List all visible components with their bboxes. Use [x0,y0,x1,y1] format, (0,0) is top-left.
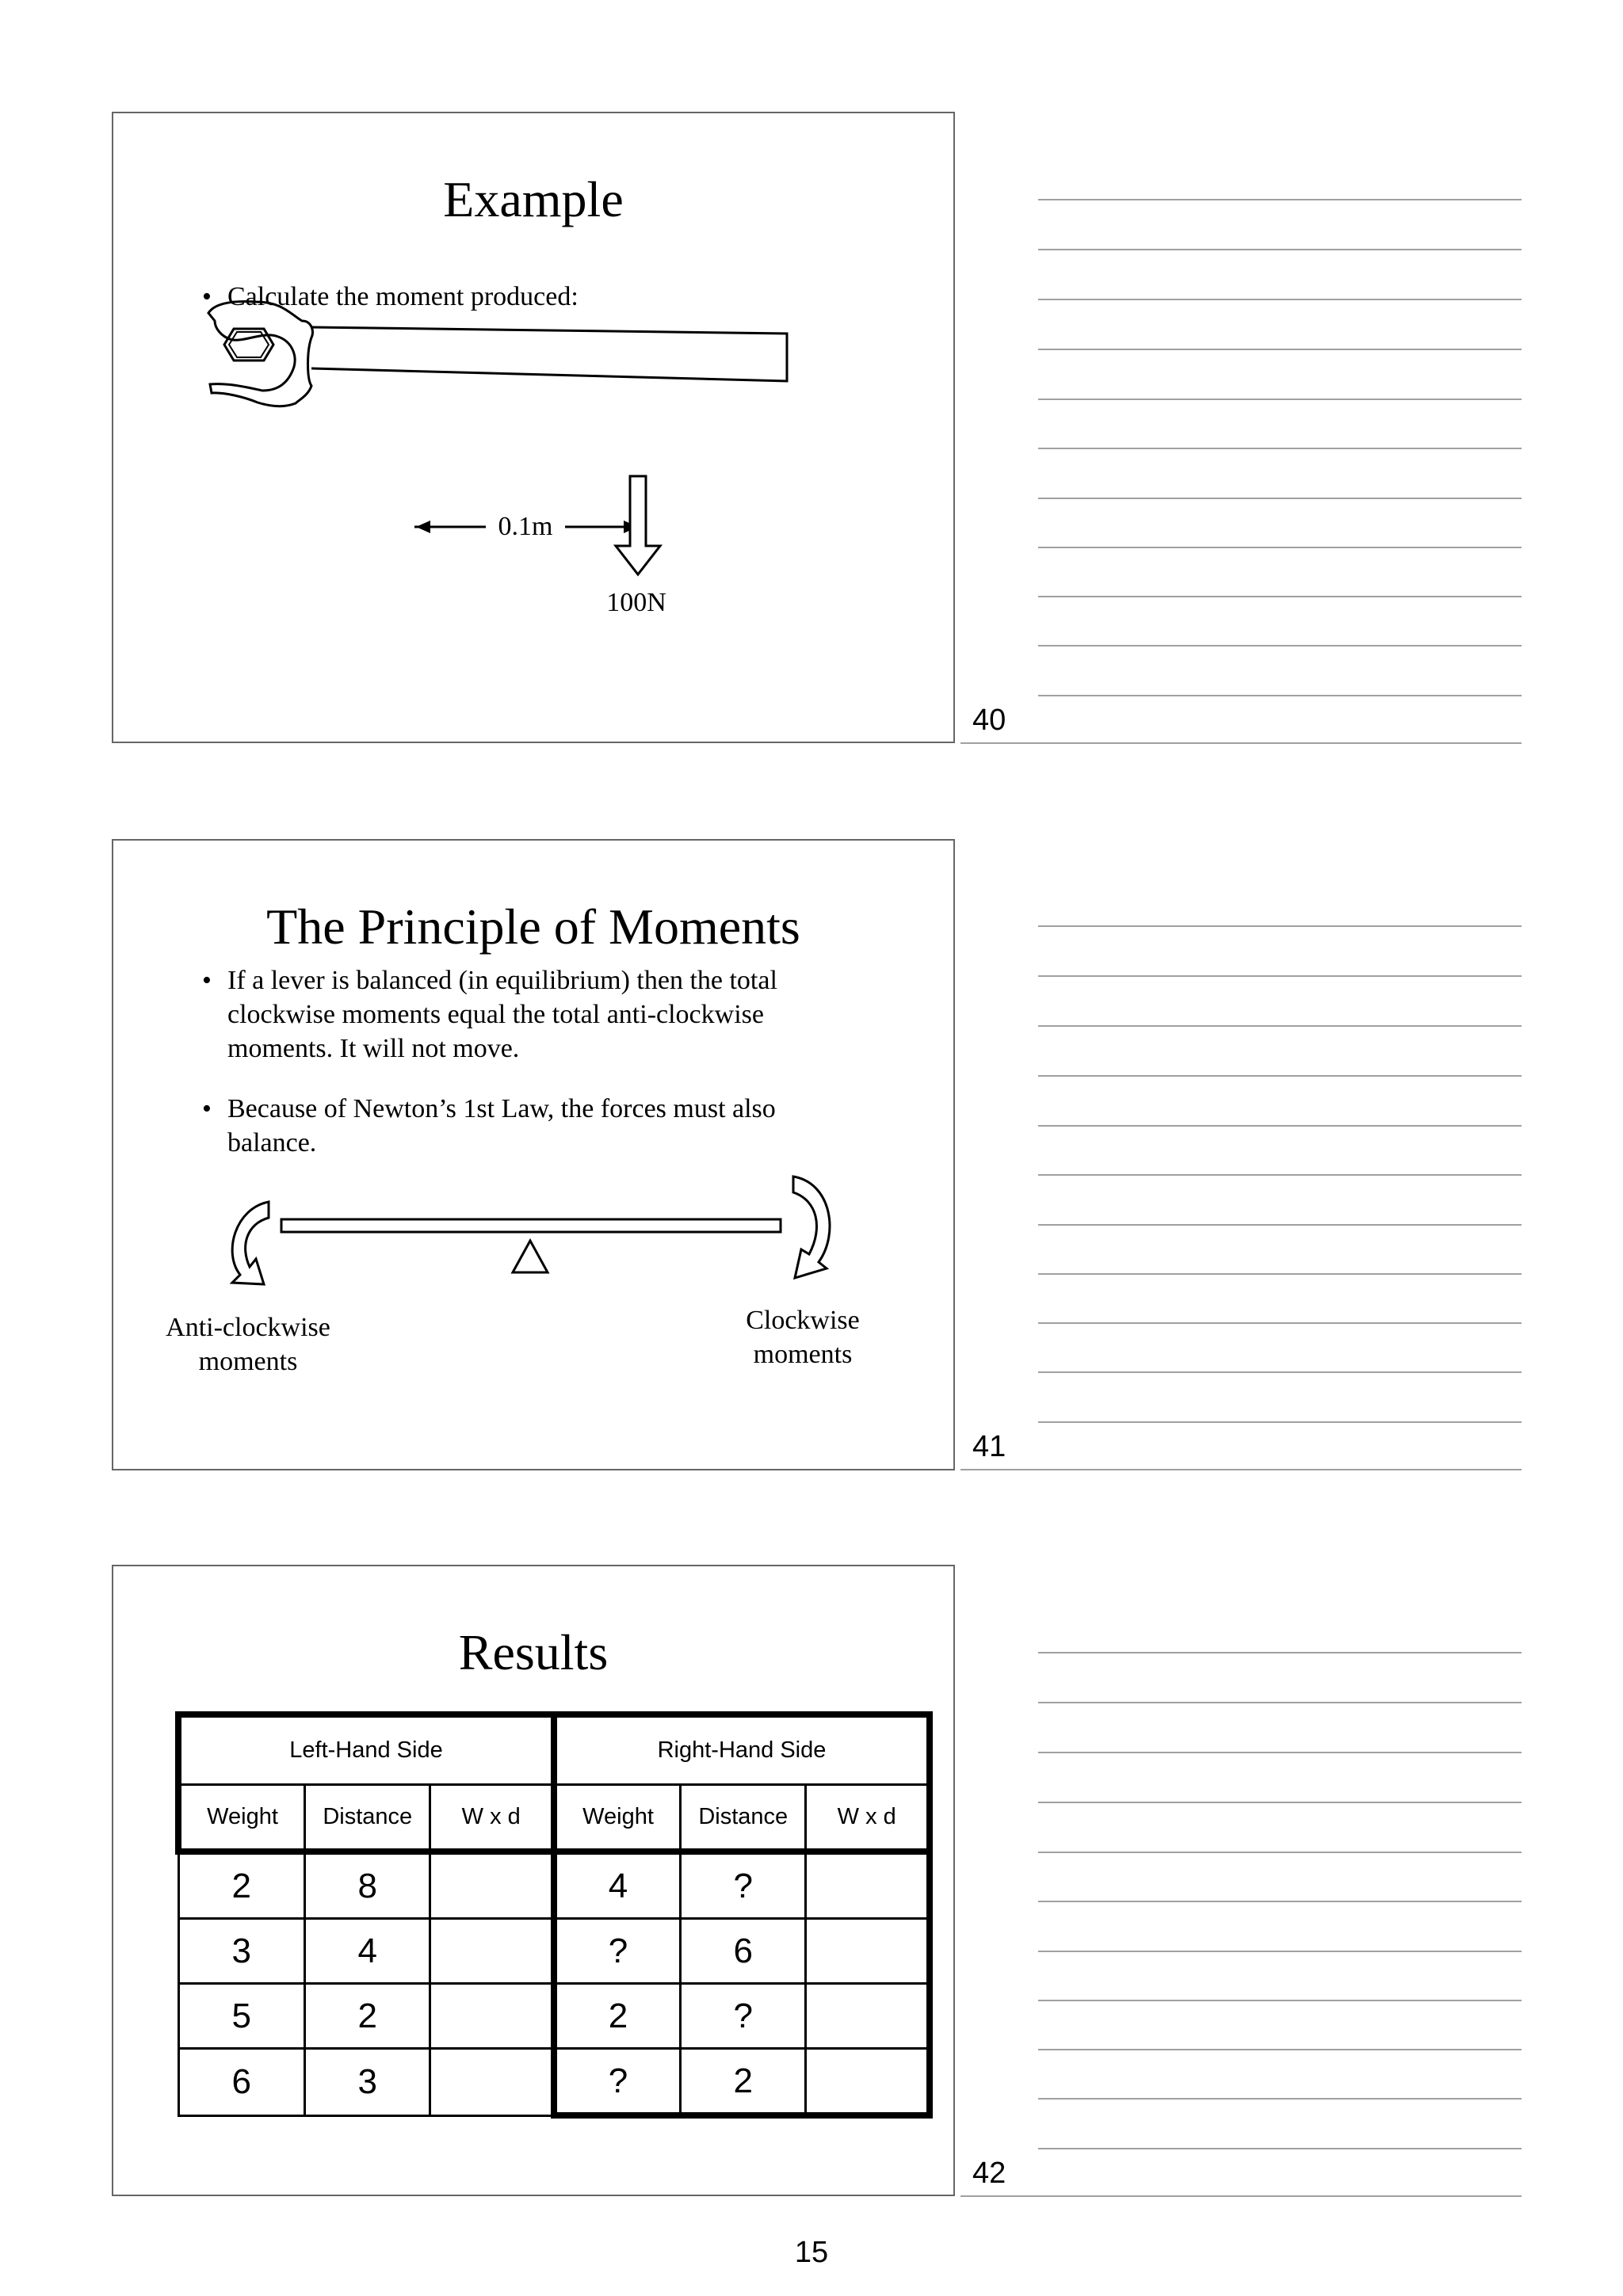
table-cell: 2 [681,2049,806,2116]
note-line [1038,448,1522,449]
table-cell [806,1852,930,1919]
note-line [960,742,1522,744]
note-line [1038,2000,1522,2001]
table-cell: 6 [681,1919,806,1984]
note-line [1038,1802,1522,1803]
slide-number: 42 [972,2157,1006,2190]
note-line [1038,2148,1522,2149]
notes-lines-42 [960,1611,1523,2253]
table-cell: ? [681,1852,806,1919]
table-header-row [178,1785,930,1852]
slide-42 [112,1565,955,2196]
anticlockwise-arrow-icon [232,1202,269,1284]
note-line [1038,2049,1522,2050]
distance-label: 0.1m [498,512,553,541]
column-header: Weight [178,1785,305,1852]
table-cell: 4 [554,1852,681,1919]
table-cell: ? [554,1919,681,1984]
table-cell: 2 [178,1852,305,1919]
slide-title: Example [443,171,624,227]
slide-41 [112,839,955,1470]
note-line [1038,1901,1522,1902]
table-cell: 3 [178,1919,305,1984]
note-line [1038,249,1522,250]
note-line [1038,2098,1522,2100]
note-line [1038,1371,1522,1373]
table-row [178,1984,930,2049]
notes-lines-41 [960,885,1523,1527]
table-cell [430,1984,554,2049]
bullet-item: • If a lever is balanced (in equilibrium) then the total clockwise moments equal the total anti-clockwise moments. It will not move. [202,963,852,1066]
table-group-row [178,1714,930,1785]
note-line [960,2195,1522,2197]
table-row [178,1919,930,1984]
table-cell: 4 [305,1919,430,1984]
clockwise-label: Clockwise moments [746,1306,860,1369]
table-cell [806,2049,930,2116]
slide-number: 41 [972,1430,1006,1463]
slide-title: The Principle of Moments [266,898,800,955]
note-line [960,1469,1522,1470]
fulcrum-icon [513,1241,548,1272]
slide-number: 40 [972,704,1006,737]
note-line [1038,299,1522,300]
note-line [1038,1025,1522,1027]
note-line [1038,399,1522,400]
column-header: Distance [305,1785,430,1852]
note-line [1038,1125,1522,1127]
note-line [1038,1951,1522,1952]
table-cell: 2 [554,1984,681,2049]
table-cell: 6 [178,2049,305,2116]
table-cell: 8 [305,1852,430,1919]
force-arrow-icon [616,476,660,574]
column-header: Weight [554,1785,681,1852]
column-header: W x d [806,1785,930,1852]
note-line [1038,1702,1522,1703]
note-line [1038,498,1522,499]
slide-title: Results [458,1624,609,1680]
notes-lines-40 [960,158,1523,800]
note-line [1038,925,1522,927]
table-cell: ? [681,1984,806,2049]
table-cell [430,1919,554,1984]
wrench-icon [208,302,313,406]
page-number: 15 [794,2236,829,2269]
column-header: W x d [430,1785,554,1852]
table-cell [430,2049,554,2116]
table-cell [806,1984,930,2049]
note-line [1038,199,1522,200]
force-label: 100N [606,588,666,617]
note-line [1038,547,1522,548]
table-row [178,1852,930,1919]
bullet-item: • Because of Newton’s 1st Law, the forces must also balance. [202,1092,852,1160]
note-line [1038,1174,1522,1176]
note-line [1038,695,1522,696]
results-table [175,1711,933,2119]
note-line [1038,596,1522,597]
table-cell: 5 [178,1984,305,2049]
note-line [1038,1652,1522,1653]
column-header: Distance [681,1785,806,1852]
bullet-item: • Calculate the moment produced: [202,280,915,314]
note-line [1038,1273,1522,1275]
note-line [1038,1752,1522,1753]
table-cell [430,1852,554,1919]
note-line [1038,1852,1522,1853]
table-row [178,2049,930,2116]
note-line [1038,1421,1522,1423]
wrench-diagram [113,113,957,745]
arrow-left-icon [416,521,430,533]
slide-40 [112,112,955,743]
table-cell [806,1919,930,1984]
note-line [1038,975,1522,977]
group-header-right: Right-Hand Side [554,1714,930,1785]
clockwise-arrow-icon [793,1177,830,1278]
note-line [1038,1322,1522,1324]
table-cell: ? [554,2049,681,2116]
note-line [1038,349,1522,350]
nut-icon [224,329,273,360]
note-line [1038,1075,1522,1077]
group-header-left: Left-Hand Side [178,1714,554,1785]
anticlockwise-label: Anti-clockwise moments [166,1313,330,1376]
table-cell: 3 [305,2049,430,2116]
note-line [1038,645,1522,646]
note-line [1038,1224,1522,1226]
table-cell: 2 [305,1984,430,2049]
lever-beam [281,1219,781,1232]
